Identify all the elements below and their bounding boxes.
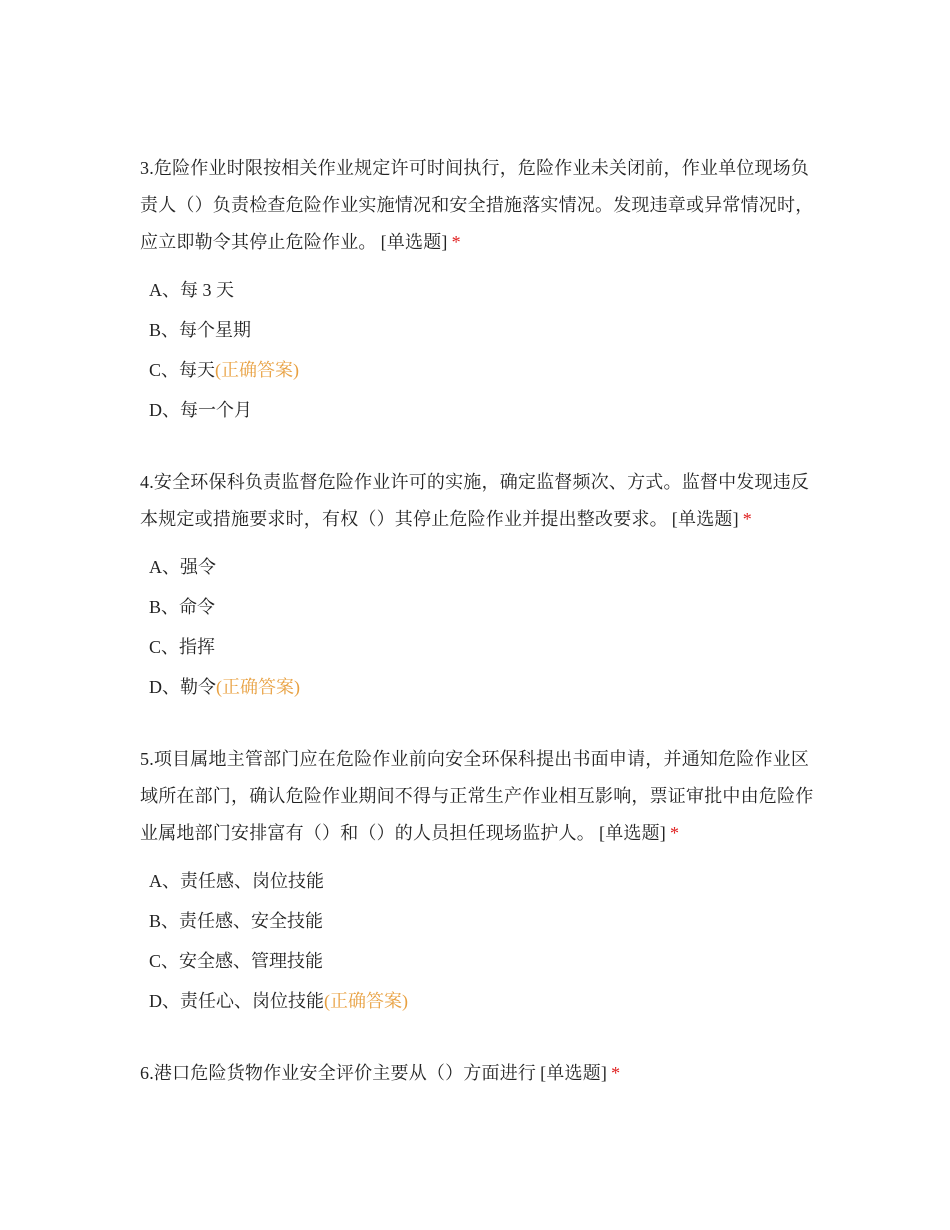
option-label: B、命令	[149, 597, 216, 617]
options-list	[140, 270, 820, 430]
question-6	[140, 1055, 820, 1092]
question-type-label: [单选题]	[380, 232, 448, 252]
question-5	[140, 741, 820, 1021]
option-a[interactable]	[140, 547, 820, 587]
option-label: C、指挥	[149, 637, 216, 657]
option-a[interactable]	[140, 861, 820, 901]
required-asterisk: *	[451, 232, 461, 252]
option-label: A、责任感、岗位技能	[149, 871, 324, 891]
required-asterisk: *	[611, 1063, 621, 1083]
option-b[interactable]	[140, 901, 820, 941]
question-text	[140, 150, 820, 261]
option-label: D、勒令	[149, 677, 216, 697]
option-d[interactable]	[140, 667, 820, 707]
option-c[interactable]	[140, 941, 820, 981]
option-label: D、每一个月	[149, 400, 252, 420]
question-type-label: [单选题]	[671, 509, 739, 529]
option-a[interactable]	[140, 270, 820, 310]
option-label: A、强令	[149, 557, 216, 577]
question-3	[140, 150, 820, 430]
question-4	[140, 464, 820, 707]
correct-answer-marker: (正确答案)	[324, 991, 408, 1011]
question-stem: 3.危险作业时限按相关作业规定许可时间执行，危险作业未关闭前，作业单位现场负责人（）负责检查危险作业实施情况和安全措施落实情况。发现违章或异常情况时，应立即勒令其停止危险作业。	[140, 158, 814, 252]
option-b[interactable]	[140, 587, 820, 627]
question-stem: 6.港口危险货物作业安全评价主要从（）方面进行	[140, 1063, 537, 1083]
option-c[interactable]	[140, 627, 820, 667]
question-stem: 5.项目属地主管部门应在危险作业前向安全环保科提出书面申请，并通知危险作业区域所在部门，确认危险作业期间不得与正常生产作业相互影响，票证审批中由危险作业属地部门安排富有（）和（）的人员担任现场监护人。	[140, 749, 814, 843]
option-label: C、安全感、管理技能	[149, 951, 324, 971]
required-asterisk: *	[670, 823, 680, 843]
survey-page	[140, 150, 820, 1092]
option-label: B、责任感、安全技能	[149, 911, 324, 931]
option-d[interactable]	[140, 981, 820, 1021]
question-type-label: [单选题]	[540, 1063, 608, 1083]
options-list	[140, 861, 820, 1021]
option-d[interactable]	[140, 390, 820, 430]
option-c[interactable]	[140, 350, 820, 390]
correct-answer-marker: (正确答案)	[215, 360, 300, 380]
options-list	[140, 547, 820, 707]
question-text	[140, 741, 820, 852]
option-label: B、每个星期	[149, 320, 252, 340]
question-text	[140, 1055, 820, 1092]
option-label: A、每 3 天	[149, 280, 234, 300]
question-stem: 4.安全环保科负责监督危险作业许可的实施，确定监督频次、方式。监督中发现违反本规定或措施要求时，有权（）其停止危险作业并提出整改要求。	[140, 472, 810, 529]
option-label: C、每天	[149, 360, 216, 380]
option-b[interactable]	[140, 310, 820, 350]
question-type-label: [单选题]	[599, 823, 666, 843]
required-asterisk: *	[742, 509, 752, 529]
question-text	[140, 464, 820, 538]
correct-answer-marker: (正确答案)	[216, 677, 300, 697]
option-label: D、责任心、岗位技能	[149, 991, 324, 1011]
